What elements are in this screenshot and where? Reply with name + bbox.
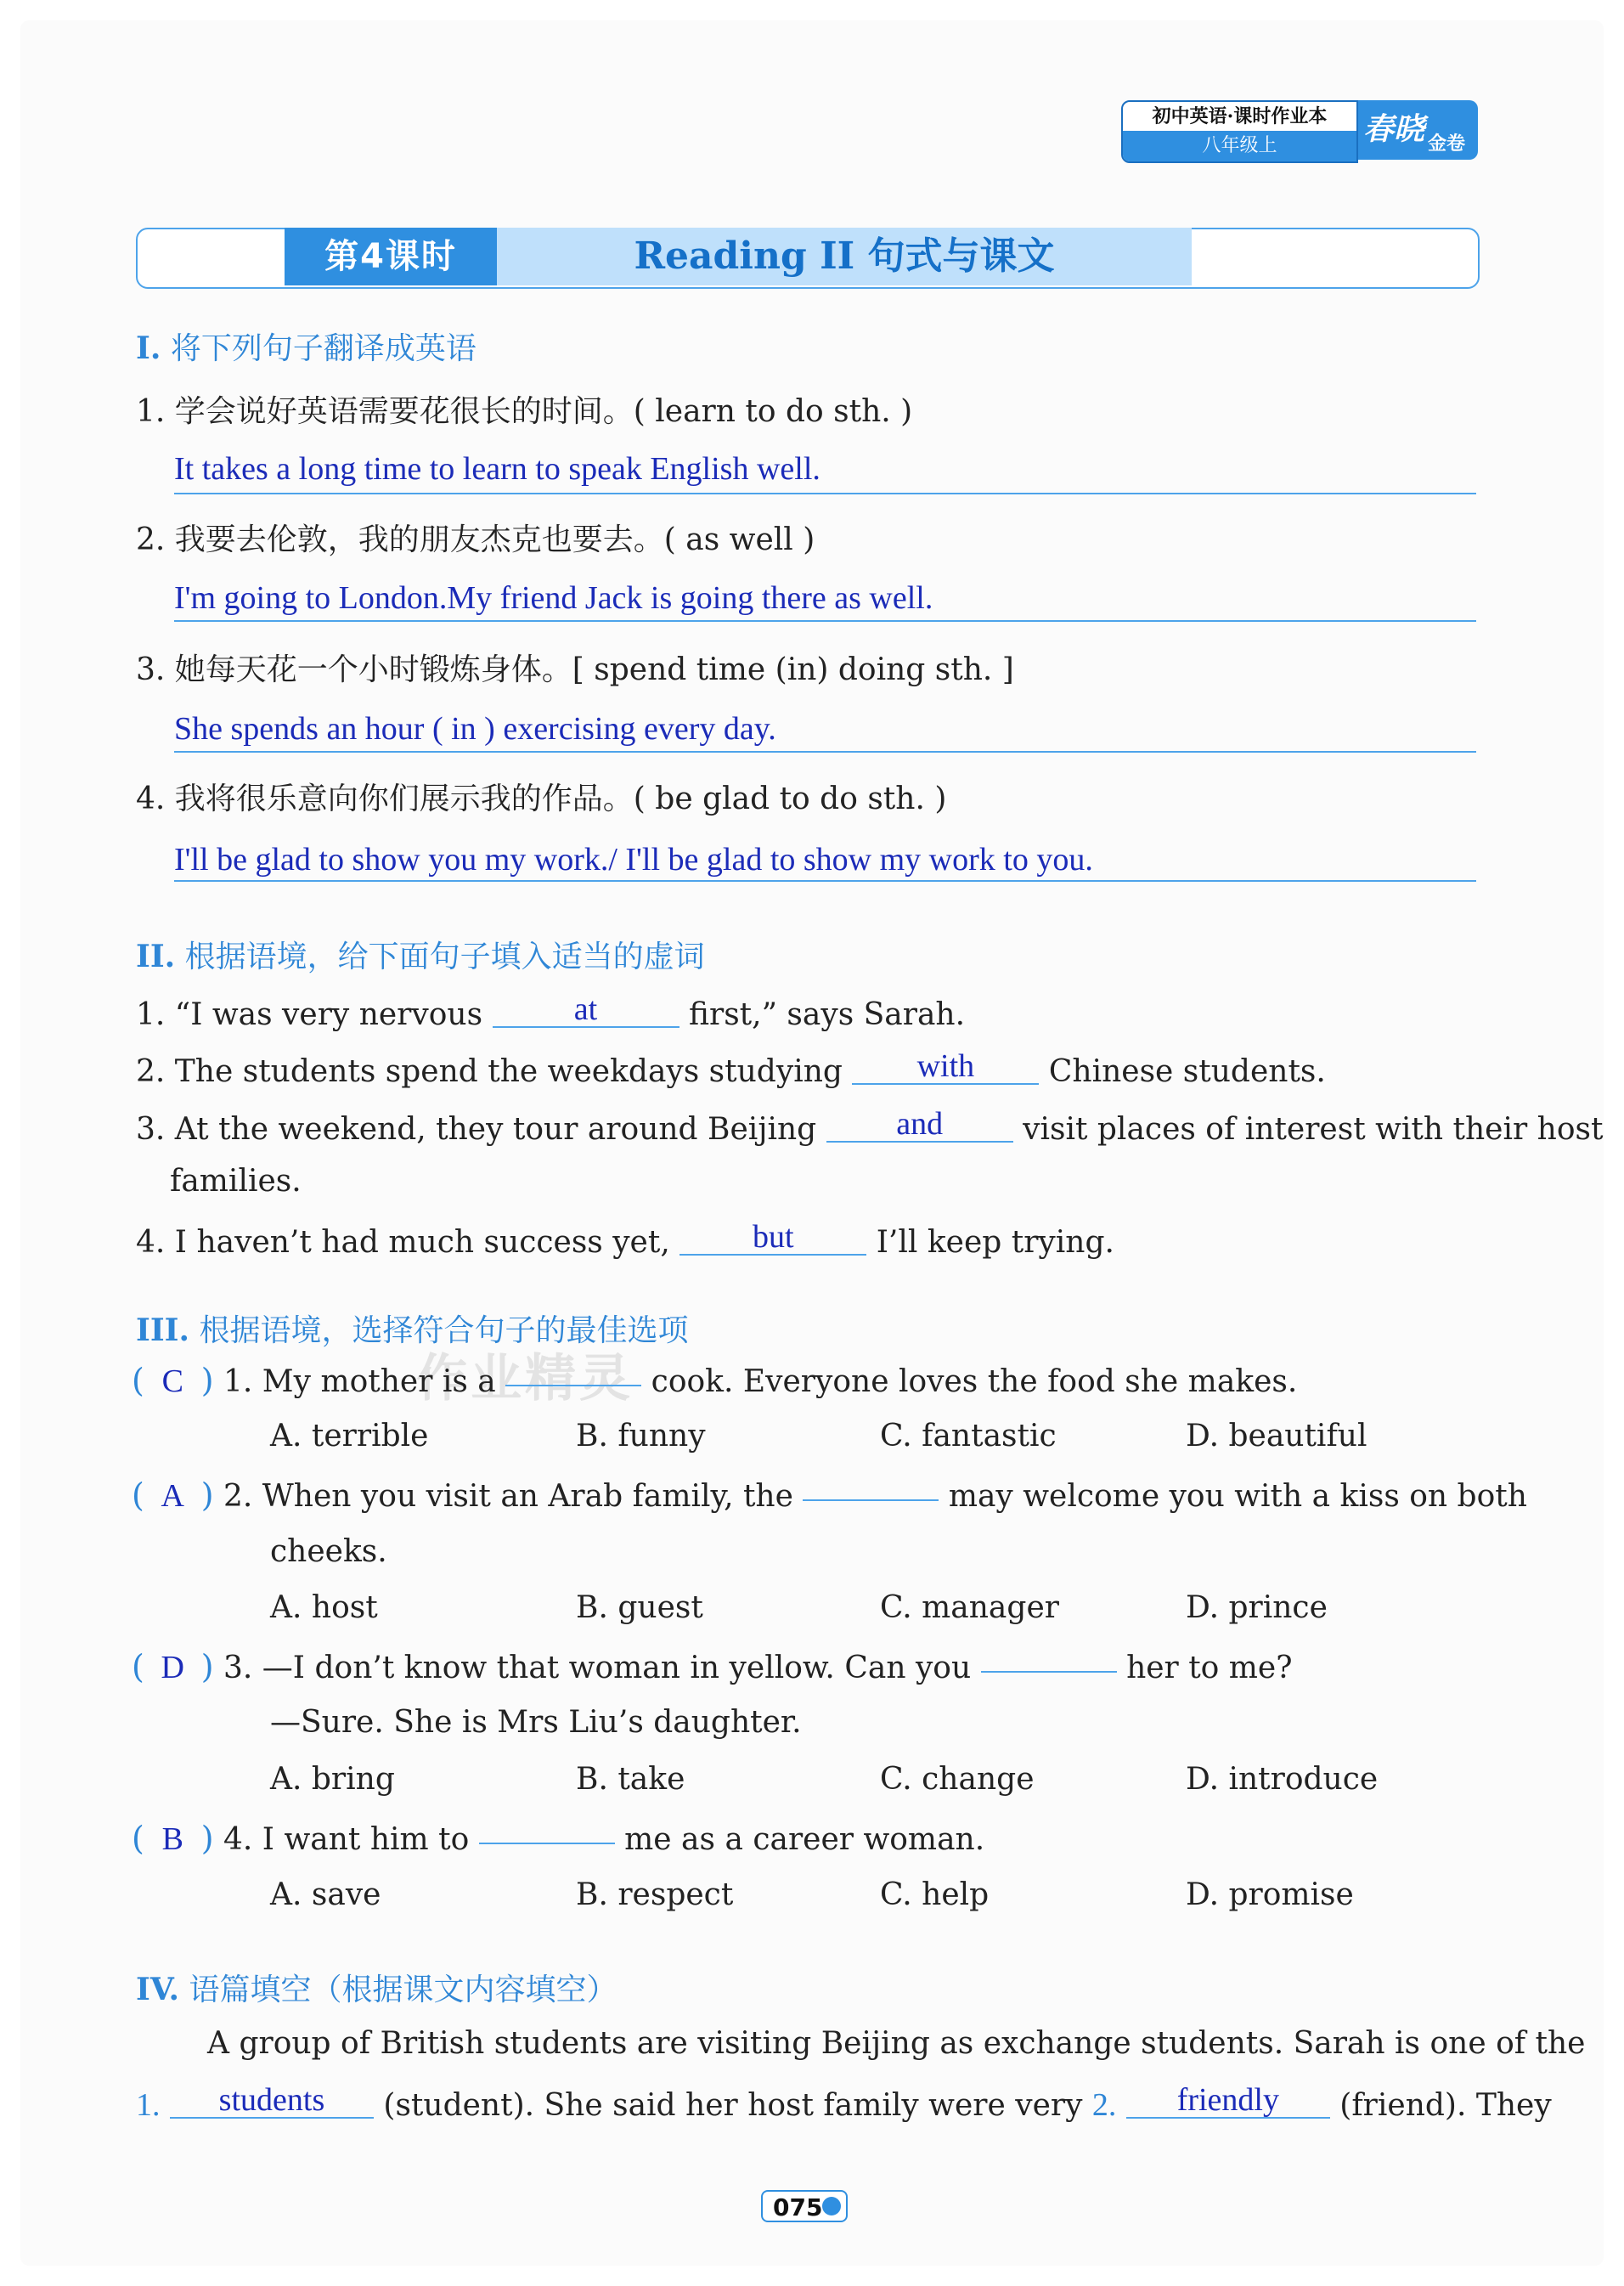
section-3-title: III. 根据语境，选择符合句子的最佳选项 [136,1312,689,1348]
option-d: D. beautiful [1186,1419,1367,1453]
page-number-dot-icon [822,2197,841,2215]
choice-answer: B [161,1821,183,1857]
option-c: C. fantastic [880,1419,1057,1453]
blank [803,1499,939,1501]
section-4-title: IV. 语篇填空（根据课文内容填空） [136,1972,617,2007]
option-c: C. manager [880,1590,1059,1625]
s1-question-3: 3. 她每天花一个小时锻炼身体。[ spend time (in) doing sth. ] [136,652,1014,687]
s1-question-1: 1. 学会说好英语需要花很长的时间。( learn to do sth. ) [136,394,913,429]
blank-answer: at [493,992,679,1028]
option-c: C. help [880,1877,990,1912]
option-a: A. host [270,1590,378,1625]
s3-question-4: ( B ) 4. I want him to me as a career woman. [132,1820,985,1857]
s2-item-1: 1. “I was very nervous at first,” says Sarah. [136,991,966,1032]
option-a: A. bring [270,1762,395,1797]
option-b: B. take [576,1762,685,1797]
blank [981,1671,1117,1673]
blank-answer: and [826,1107,1013,1143]
header-badge [1121,100,1478,160]
brand-logo [1358,100,1478,160]
blank-answer: with [852,1049,1039,1085]
option-d: D. promise [1186,1877,1354,1912]
option-b: B. guest [576,1590,703,1625]
option-a: A. save [270,1877,381,1912]
grade-label: 八年级上 [1123,131,1356,161]
blank [479,1843,615,1844]
choice-answer: D [161,1650,184,1685]
blank [505,1385,641,1386]
answer-line [174,880,1476,882]
brand-name: 春晓 [1363,112,1425,147]
s2-item-4: 4. I haven’t had much success yet, but I’ll keep trying. [136,1219,1114,1260]
s2-item-3-cont: families. [170,1164,302,1199]
option-d: D. introduce [1186,1762,1379,1797]
s3-question-3-cont: —Sure. She is Mrs Liu’s daughter. [270,1705,802,1740]
s3-question-1: ( C ) 1. My mother is a cook. Everyone loves the food she makes. [132,1362,1298,1399]
option-c: C. change [880,1762,1035,1797]
s3-question-3: ( D ) 3. —I don’t know that woman in yellow. Can you her to me? [132,1648,1293,1685]
choice-answer: A [161,1478,184,1514]
option-b: B. respect [576,1877,734,1912]
page-number: 075 [761,2190,848,2222]
s3-question-2-cont: cheeks. [270,1534,387,1569]
header-book-box [1121,100,1358,163]
choice-answer: C [161,1363,183,1399]
option-a: A. terrible [270,1419,429,1453]
section-2-title: II. 根据语境，给下面句子填入适当的虚词 [136,939,705,974]
passage-blank-1: students [170,2083,374,2119]
lesson-title: Reading II 句式与课文 [497,228,1192,285]
watermark: 作业精灵 [416,1349,634,1408]
blank-answer: but [679,1220,866,1256]
s1-answer-4: I'll be glad to show you my work./ I'll be glad to show my work to you. [174,842,1093,878]
answer-line [174,751,1476,753]
answer-line [174,493,1476,494]
s1-answer-3: She spends an hour ( in ) exercising every day. [174,711,776,747]
answer-line [174,620,1476,622]
option-b: B. funny [576,1419,706,1453]
passage-blank-2: friendly [1126,2083,1330,2119]
passage-line-1: A group of British students are visiting Beijing as exchange students. Sarah is one of the [207,2026,1586,2061]
s1-question-4: 4. 我将很乐意向你们展示我的作品。( be glad to do sth. ) [136,782,947,816]
section-1-title: I. 将下列句子翻译成英语 [136,330,476,366]
s2-item-3: 3. At the weekend, they tour around Beijing and visit places of interest with their host [136,1106,1604,1147]
s2-item-2: 2. The students spend the weekdays studying with Chinese students. [136,1048,1326,1089]
option-d: D. prince [1186,1590,1328,1625]
book-title: 初中英语·课时作业本 [1152,105,1328,127]
s3-question-2: ( A ) 2. When you visit an Arab family, the may welcome you with a kiss on both [132,1476,1527,1514]
s1-question-2: 2. 我要去伦敦，我的朋友杰克也要去。( as well ) [136,522,815,557]
lesson-label: 第4课时 [285,228,497,285]
brand-sub: 金卷 [1428,133,1466,155]
passage-line-2: 1. students (student). She said her host family were very 2. friendly (friend). They [136,2082,1552,2123]
s1-answer-1: It takes a long time to learn to speak English well. [174,451,820,487]
s1-answer-2: I'm going to London.My friend Jack is going there as well. [174,580,933,616]
